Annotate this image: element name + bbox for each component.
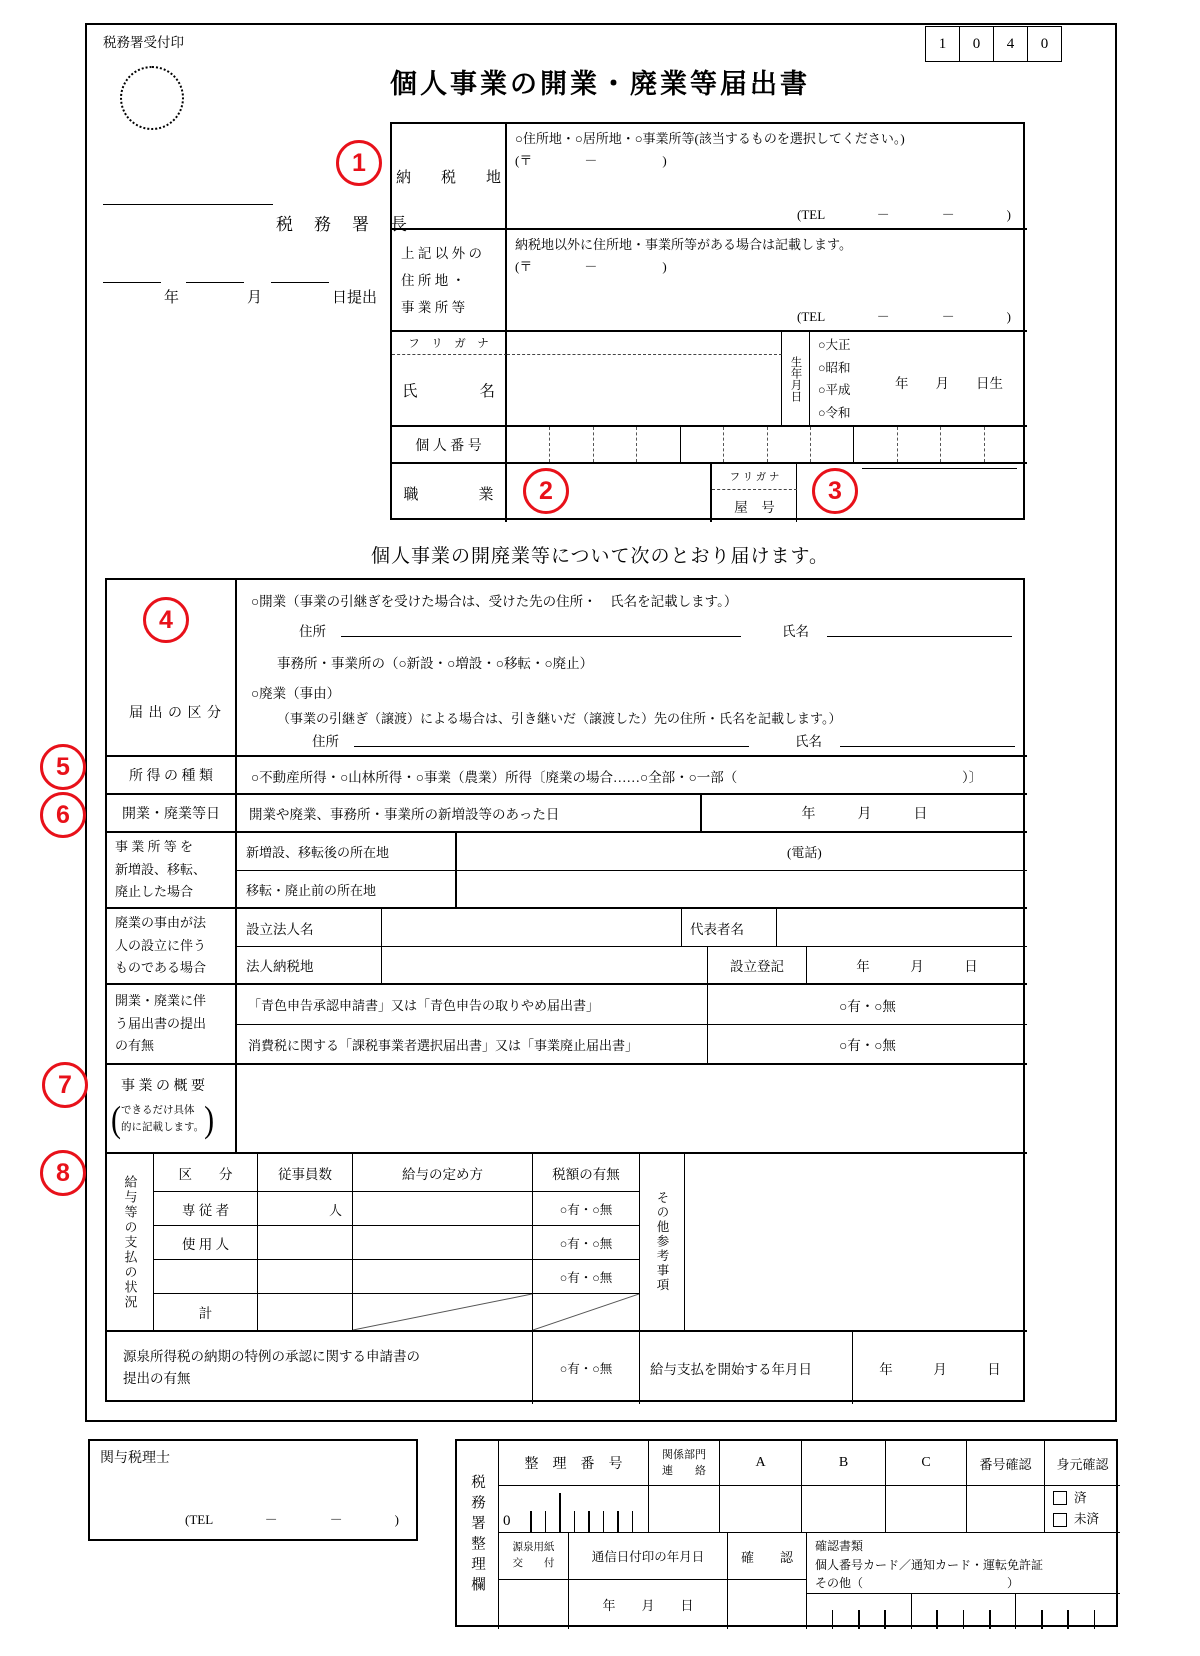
circled-number-6: 6: [40, 792, 86, 838]
withholding-label-line: 提出の有無: [123, 1371, 191, 1386]
business-outline-label-cell: [107, 1065, 237, 1154]
furigana-input[interactable]: [507, 332, 782, 355]
new-location-input[interactable]: [457, 833, 1027, 871]
corporation-label-line: ものである場合: [115, 960, 207, 976]
trade-name-furigana-label: フ リ ガ ナ: [712, 464, 797, 490]
col-c-header: C: [886, 1441, 967, 1486]
col-c-input[interactable]: [886, 1486, 967, 1533]
withholding-label-line: 源泉所得税の納期の特例の承認に関する申請書の: [123, 1349, 420, 1365]
other-address-note: 納税地以外に住所地・事業所等がある場合は記載します。: [515, 237, 852, 252]
other-reference-side-label: その他参考事項: [640, 1154, 685, 1332]
office-use-table: [455, 1439, 1118, 1627]
col-a-input[interactable]: [720, 1486, 802, 1533]
personal-number-box[interactable]: [507, 427, 550, 462]
business-outline-input[interactable]: [237, 1065, 1027, 1154]
trade-name-label: 屋 号: [734, 500, 775, 515]
new-location-label: 新増設、移転後の所在地: [237, 833, 457, 871]
corporation-label-line: 廃業の事由が法: [115, 914, 207, 930]
number-check-input[interactable]: [967, 1486, 1045, 1533]
unchecked-option[interactable]: [1053, 1509, 1120, 1530]
blue-return-label: 「青色申告承認申請書」又は「青色申告の取りやめ届出書」: [237, 985, 708, 1025]
era-option-taisho[interactable]: ○大正: [818, 338, 851, 352]
corporation-label: [107, 909, 237, 985]
related-dept-line: 連 絡: [662, 1465, 706, 1477]
form-code-digit: 4: [994, 26, 1028, 62]
confirm-documents-title: 確認書類: [815, 1539, 864, 1553]
withholding-paper-input[interactable]: [499, 1580, 569, 1629]
number-check-header: 番号確認: [967, 1441, 1045, 1486]
submit-month-line[interactable]: [186, 282, 244, 283]
tax-office-name-line[interactable]: [103, 204, 273, 205]
relocation-label-line: 廃止した場合: [115, 884, 194, 900]
corp-tax-addr-input[interactable]: [382, 947, 708, 985]
personal-number-box[interactable]: [550, 427, 593, 462]
salary-blank-tax-choice[interactable]: ○有・○無: [533, 1260, 640, 1294]
open-close-date-desc: 開業や廃業、事務所・事業所の新増設等のあった日: [237, 795, 702, 833]
salary-employee-count-input[interactable]: [258, 1226, 353, 1260]
registration-label: 設立登記: [708, 947, 807, 985]
relocation-label: [107, 833, 237, 909]
circled-number-8: 8: [40, 1150, 86, 1196]
diagonal-strike: [533, 1294, 639, 1330]
income-type-close: ）〕: [962, 770, 983, 785]
tax-address-options[interactable]: ○住所地・○居所地・○事業所等(該当するものを選択してください。): [515, 131, 905, 146]
furigana-label: フ リ ガ ナ: [392, 332, 507, 355]
checked-label: 済: [1074, 1490, 1087, 1505]
ref-number-header: 整 理 番 号: [499, 1441, 649, 1486]
other-address-label-line: 住 所 地 ・: [401, 272, 466, 288]
office-change-options[interactable]: 事務所・事業所の（○新設・○増設・○移転・○廃止）: [277, 656, 594, 671]
income-type-cell[interactable]: [237, 757, 1027, 795]
form-code-boxes: [925, 26, 1062, 62]
name-label: 氏 名: [392, 355, 507, 427]
salary-row-blank-label[interactable]: [154, 1260, 258, 1294]
circled-number-7: 7: [42, 1062, 88, 1108]
diagonal-strike: [353, 1294, 532, 1330]
related-dept-input[interactable]: [649, 1486, 720, 1533]
personal-number-box[interactable]: [594, 427, 637, 462]
business-outline-note: [111, 1098, 215, 1140]
identity-table: [390, 122, 1025, 520]
other-address-label-line: 事 業 所 等: [401, 299, 466, 315]
postmark-date-input[interactable]: 年 月 日: [569, 1580, 728, 1629]
birthdate-cell: [810, 332, 1027, 427]
code-tick-cell[interactable]: [1015, 1594, 1120, 1629]
tax-address-cell[interactable]: [507, 124, 1027, 230]
salary-count-unit: 人: [328, 1203, 342, 1218]
checkbox-done-icon[interactable]: [1053, 1491, 1067, 1505]
personal-number-box[interactable]: [854, 427, 897, 462]
code-tick-row[interactable]: [807, 1594, 1120, 1629]
unchecked-label: 未済: [1074, 1512, 1100, 1526]
col-b-header: B: [802, 1441, 886, 1486]
salary-col-tax: 税額の有無: [533, 1154, 640, 1192]
circled-number-2: 2: [523, 468, 569, 514]
corp-name-input[interactable]: [382, 909, 682, 947]
other-address-postal[interactable]: (〒 － ): [515, 259, 667, 274]
close-name-line[interactable]: [840, 746, 1015, 747]
other-reference-input[interactable]: [685, 1154, 1027, 1332]
tax-address-postal[interactable]: (〒 － ): [515, 153, 667, 168]
corp-name-label: 設立法人名: [237, 909, 382, 947]
receipt-stamp-label: 税務署受付印: [103, 35, 184, 50]
close-addr-line[interactable]: [354, 746, 749, 747]
confirm-input[interactable]: [728, 1580, 807, 1629]
checked-option[interactable]: [1053, 1488, 1120, 1509]
tax-accountant-tel[interactable]: (TEL － － ): [185, 1512, 399, 1527]
relocation-label-line: 事 業 所 等 を: [115, 838, 194, 854]
personal-number-box[interactable]: [898, 427, 941, 462]
submit-day-label: 日提出: [332, 290, 378, 306]
salary-family-tax-choice[interactable]: ○有・○無: [533, 1192, 640, 1226]
consumption-tax-label: 消費税に関する「課税事業者選択届出書」又は「事業廃止届出書」: [237, 1025, 708, 1065]
salary-employee-tax-choice[interactable]: ○有・○無: [533, 1226, 640, 1260]
salary-family-count-input[interactable]: [258, 1192, 353, 1226]
trade-name-furigana-line[interactable]: [862, 468, 1017, 469]
open-name-label: 氏名: [782, 624, 809, 639]
form-title: 個人事業の開業・廃業等届出書: [390, 69, 810, 99]
open-addr-line[interactable]: [341, 636, 741, 637]
salary-total-method-cell: [353, 1294, 533, 1332]
personal-number-label: 個 人 番 号: [392, 427, 507, 464]
registration-date-input[interactable]: 年 月 日: [807, 947, 1027, 985]
tax-office-suffix: 税 務 署 長: [276, 215, 409, 234]
tax-accountant-label: 関与税理士: [100, 1451, 170, 1466]
other-address-cell[interactable]: [507, 230, 1027, 332]
confirm-label: 確 認: [728, 1533, 807, 1580]
old-location-input[interactable]: [457, 871, 1027, 909]
salary-blank-count-input[interactable]: [258, 1260, 353, 1294]
personal-number-box[interactable]: [941, 427, 984, 462]
code-tick-cell[interactable]: [807, 1594, 911, 1629]
open-name-line[interactable]: [827, 636, 1012, 637]
ref-number-prefix: 0: [503, 1513, 511, 1529]
new-location-tel[interactable]: (電話): [787, 845, 822, 860]
personal-number-box[interactable]: [681, 427, 724, 462]
related-dept-header: [649, 1441, 720, 1486]
circled-number-3: 3: [812, 468, 858, 514]
corporation-label-line: 人の設立に伴う: [115, 937, 207, 953]
confirm-documents-other[interactable]: その他（ ）: [815, 1576, 1020, 1591]
relocation-label-line: 新増設、移転、: [115, 861, 207, 877]
other-address-tel[interactable]: (TEL － － ): [797, 309, 1011, 324]
salary-start-label: 給与支払を開始する年月日: [640, 1332, 853, 1404]
col-a-header: A: [720, 1441, 802, 1486]
statement: 個人事業の開廃業等について次のとおり届けます。: [370, 546, 830, 567]
rep-name-label: 代表者名: [682, 909, 777, 947]
withholding-paper-line: 源泉用紙: [512, 1542, 555, 1554]
salary-row-family-label: 専 従 者: [154, 1192, 258, 1226]
blue-return-choice[interactable]: ○有・○無: [708, 985, 1027, 1025]
identity-check-cell: [1045, 1486, 1120, 1533]
submission-label-line: う届出書の提出: [115, 1015, 207, 1031]
salary-start-date-input[interactable]: 年 月 日: [879, 1362, 1001, 1377]
withholding-label: [107, 1332, 533, 1404]
open-close-date-input[interactable]: 年 月 日: [702, 795, 1027, 833]
personal-number-input[interactable]: [507, 427, 1027, 464]
open-close-date-label: 開業・廃業等日: [107, 795, 237, 833]
withholding-paper-line: 交 付: [512, 1558, 555, 1569]
paren-open: (: [111, 1098, 121, 1140]
business-outline-note-line: できるだけ具体: [121, 1105, 195, 1116]
era-option-reiwa[interactable]: ○令和: [818, 405, 851, 420]
ref-number-input[interactable]: [499, 1486, 649, 1533]
stamp-circle: [120, 66, 184, 130]
notification-type-cell: [237, 580, 1027, 757]
salary-total-tax-cell: [533, 1294, 640, 1332]
circled-number-1: 1: [336, 140, 382, 186]
notification-type-label: 届 出 の 区 分: [129, 706, 222, 721]
salary-side-label: 給与等の支払の状況: [107, 1154, 154, 1332]
income-type-label: 所 得 の 種 類: [107, 757, 237, 795]
income-type-options[interactable]: ○不動産所得・○山林所得・○事業（農業）所得〔廃業の場合……○全部・○一部（: [251, 770, 738, 785]
submit-month-label: 月: [247, 290, 263, 306]
birthdate-label: 生年月日: [782, 332, 810, 427]
submission-label-line: の有無: [115, 1038, 155, 1054]
trade-name-block: [712, 464, 1027, 522]
old-location-label: 移転・廃止前の所在地: [237, 871, 457, 909]
submit-day-line[interactable]: [271, 282, 329, 283]
transfer-note: （事業の引継ぎ（譲渡）による場合は、引き継いだ（譲渡した）先の住所・氏名を記載します。）: [277, 711, 842, 726]
tax-accountant-box[interactable]: [88, 1439, 418, 1541]
salary-col-kubun: 区 分: [154, 1154, 258, 1192]
other-address-label-line: 上 記 以 外 の: [401, 245, 482, 261]
open-business-option[interactable]: ○開業（事業の引継ぎを受けた場合は、受けた先の住所・ 氏名を記載します。）: [251, 594, 738, 609]
salary-col-count: 従事員数: [258, 1154, 353, 1192]
submit-year-label: 年: [164, 290, 180, 306]
business-outline-note-line: 的に記載します。: [121, 1121, 205, 1133]
consumption-tax-choice[interactable]: ○有・○無: [708, 1025, 1027, 1065]
era-option-showa[interactable]: ○昭和: [818, 360, 851, 375]
salary-row-employee-label: 使 用 人: [154, 1226, 258, 1260]
office-use-side-label: 税務署整理欄: [457, 1441, 499, 1629]
form-code-digit: 1: [925, 26, 960, 62]
tax-address-tel[interactable]: (TEL － － ): [797, 207, 1011, 222]
personal-number-box[interactable]: [637, 427, 680, 462]
salary-col-method: 給与の定め方: [353, 1154, 533, 1192]
checkbox-notdone-icon[interactable]: [1053, 1513, 1067, 1527]
salary-row-total-label: 計: [154, 1294, 258, 1332]
identity-check-header: 身元確認: [1045, 1441, 1120, 1486]
col-b-input[interactable]: [802, 1486, 886, 1533]
circled-number-4: 4: [143, 597, 189, 643]
salary-total-count-input[interactable]: [258, 1294, 353, 1332]
close-business-option[interactable]: ○廃業（事由）: [251, 686, 341, 701]
other-address-label: [392, 230, 507, 332]
tax-address-label: 納 税 地: [392, 124, 507, 230]
name-input[interactable]: [507, 355, 782, 427]
submission-label-line: 開業・廃業に伴: [115, 992, 207, 1008]
confirm-documents-types: 個人番号カード／通知カード・運転免許証: [815, 1557, 1044, 1572]
personal-number-box[interactable]: [768, 427, 811, 462]
personal-number-box[interactable]: [724, 427, 767, 462]
era-options[interactable]: [818, 334, 851, 424]
corp-tax-addr-label: 法人納税地: [237, 947, 382, 985]
withholding-choice[interactable]: ○有・○無: [533, 1332, 640, 1404]
close-addr-label: 住所: [312, 734, 339, 749]
era-option-heisei[interactable]: ○平成: [818, 383, 851, 397]
open-addr-label: 住所: [299, 624, 326, 639]
withholding-paper-label: [499, 1533, 569, 1580]
form-code-digit: 0: [1028, 26, 1062, 62]
paren-close: ): [204, 1098, 215, 1140]
close-name-label: 氏名: [795, 734, 822, 749]
rep-name-input[interactable]: [777, 909, 1027, 947]
personal-number-box[interactable]: [985, 427, 1027, 462]
submit-year-line[interactable]: [103, 282, 161, 283]
salary-blank-method-input[interactable]: [353, 1260, 533, 1294]
occupation-label: 職 業: [392, 464, 507, 522]
form-code-digit: 0: [960, 26, 994, 62]
related-dept-line: 関係部門: [662, 1448, 706, 1461]
ref-number-ticks: [517, 1486, 646, 1532]
postmark-date-label: 通信日付印の年月日: [569, 1533, 728, 1580]
birthdate-ymd[interactable]: 年 月 日生: [895, 376, 1003, 391]
personal-number-box[interactable]: [811, 427, 854, 462]
submission-label: [107, 985, 237, 1065]
code-tick-cell[interactable]: [911, 1594, 1016, 1629]
salary-employee-method-input[interactable]: [353, 1226, 533, 1260]
confirm-documents-cell: [807, 1533, 1120, 1594]
circled-number-5: 5: [40, 744, 86, 790]
salary-family-method-input[interactable]: [353, 1192, 533, 1226]
main-table: [105, 578, 1025, 1402]
business-outline-label: 事 業 の 概 要: [121, 1079, 205, 1094]
